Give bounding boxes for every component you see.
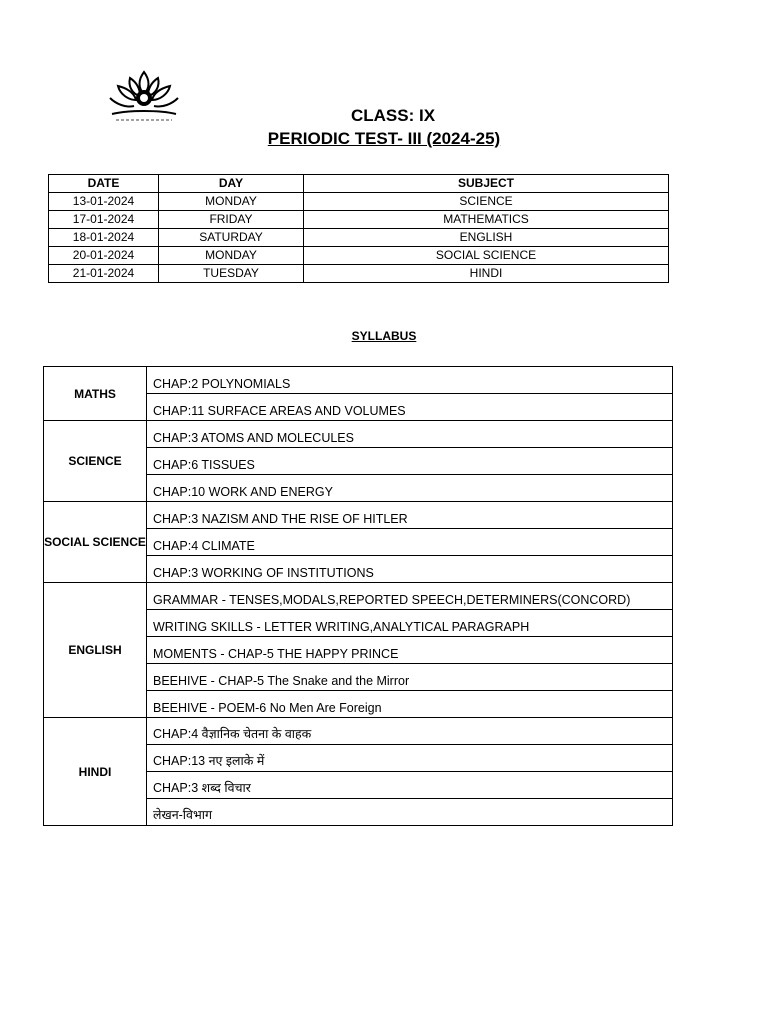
table-row [44,367,673,394]
table-row [44,583,673,610]
topic-cell: CHAP:2 POLYNOMIALS [147,367,673,394]
topic-cell: MOMENTS - CHAP-5 THE HAPPY PRINCE [147,637,673,664]
topic-cell: CHAP:3 NAZISM AND THE RISE OF HITLER [147,502,673,529]
table-row [44,502,673,529]
topic-cell: GRAMMAR - TENSES,MODALS,REPORTED SPEECH,DETERMINERS(CONCORD) [147,583,673,610]
topic-cell: CHAP:3 शब्द विचार [147,772,673,799]
date-cell: 13-01-2024 [49,193,159,211]
column-header-day: DAY [159,175,304,193]
subject-cell: ENGLISH [304,229,669,247]
table-row [49,229,669,247]
class-title: CLASS: IX [350,106,436,125]
syllabus-table [43,366,673,826]
day-cell: MONDAY [159,247,304,265]
topic-cell: CHAP:3 ATOMS AND MOLECULES [147,421,673,448]
topic-cell: BEEHIVE - POEM-6 No Men Are Foreign [147,691,673,718]
table-row [44,718,673,745]
topic-cell: लेखन-विभाग [147,799,673,826]
exam-schedule-table [48,174,669,283]
table-row [49,193,669,211]
subject-name-cell: SOCIAL SCIENCE [44,502,147,583]
table-row [49,211,669,229]
date-cell: 17-01-2024 [49,211,159,229]
subject-name-cell: HINDI [44,718,147,826]
day-cell: FRIDAY [159,211,304,229]
table-row [44,421,673,448]
topic-cell: CHAP:6 TISSUES [147,448,673,475]
topic-cell: CHAP:4 वैज्ञानिक चेतना के वाहक [147,718,673,745]
table-header-row [49,175,669,193]
subject-name-cell: MATHS [44,367,147,421]
topic-cell: CHAP:13 नए इलाके में [147,745,673,772]
subject-cell: MATHEMATICS [304,211,669,229]
day-cell: SATURDAY [159,229,304,247]
column-header-date: DATE [49,175,159,193]
test-title: PERIODIC TEST- III (2024-25) [267,129,501,148]
day-cell: MONDAY [159,193,304,211]
subject-cell: SCIENCE [304,193,669,211]
day-cell: TUESDAY [159,265,304,283]
topic-cell: CHAP:3 WORKING OF INSTITUTIONS [147,556,673,583]
topic-cell: BEEHIVE - CHAP-5 The Snake and the Mirror [147,664,673,691]
topic-cell: CHAP:11 SURFACE AREAS AND VOLUMES [147,394,673,421]
syllabus-heading: SYLLABUS [351,329,417,343]
subject-cell: HINDI [304,265,669,283]
date-cell: 20-01-2024 [49,247,159,265]
topic-cell: CHAP:10 WORK AND ENERGY [147,475,673,502]
column-header-subject: SUBJECT [304,175,669,193]
date-cell: 21-01-2024 [49,265,159,283]
table-row [49,247,669,265]
table-row [49,265,669,283]
topic-cell: WRITING SKILLS - LETTER WRITING,ANALYTICAL PARAGRAPH [147,610,673,637]
subject-cell: SOCIAL SCIENCE [304,247,669,265]
subject-name-cell: SCIENCE [44,421,147,502]
subject-name-cell: ENGLISH [44,583,147,718]
date-cell: 18-01-2024 [49,229,159,247]
topic-cell: CHAP:4 CLIMATE [147,529,673,556]
